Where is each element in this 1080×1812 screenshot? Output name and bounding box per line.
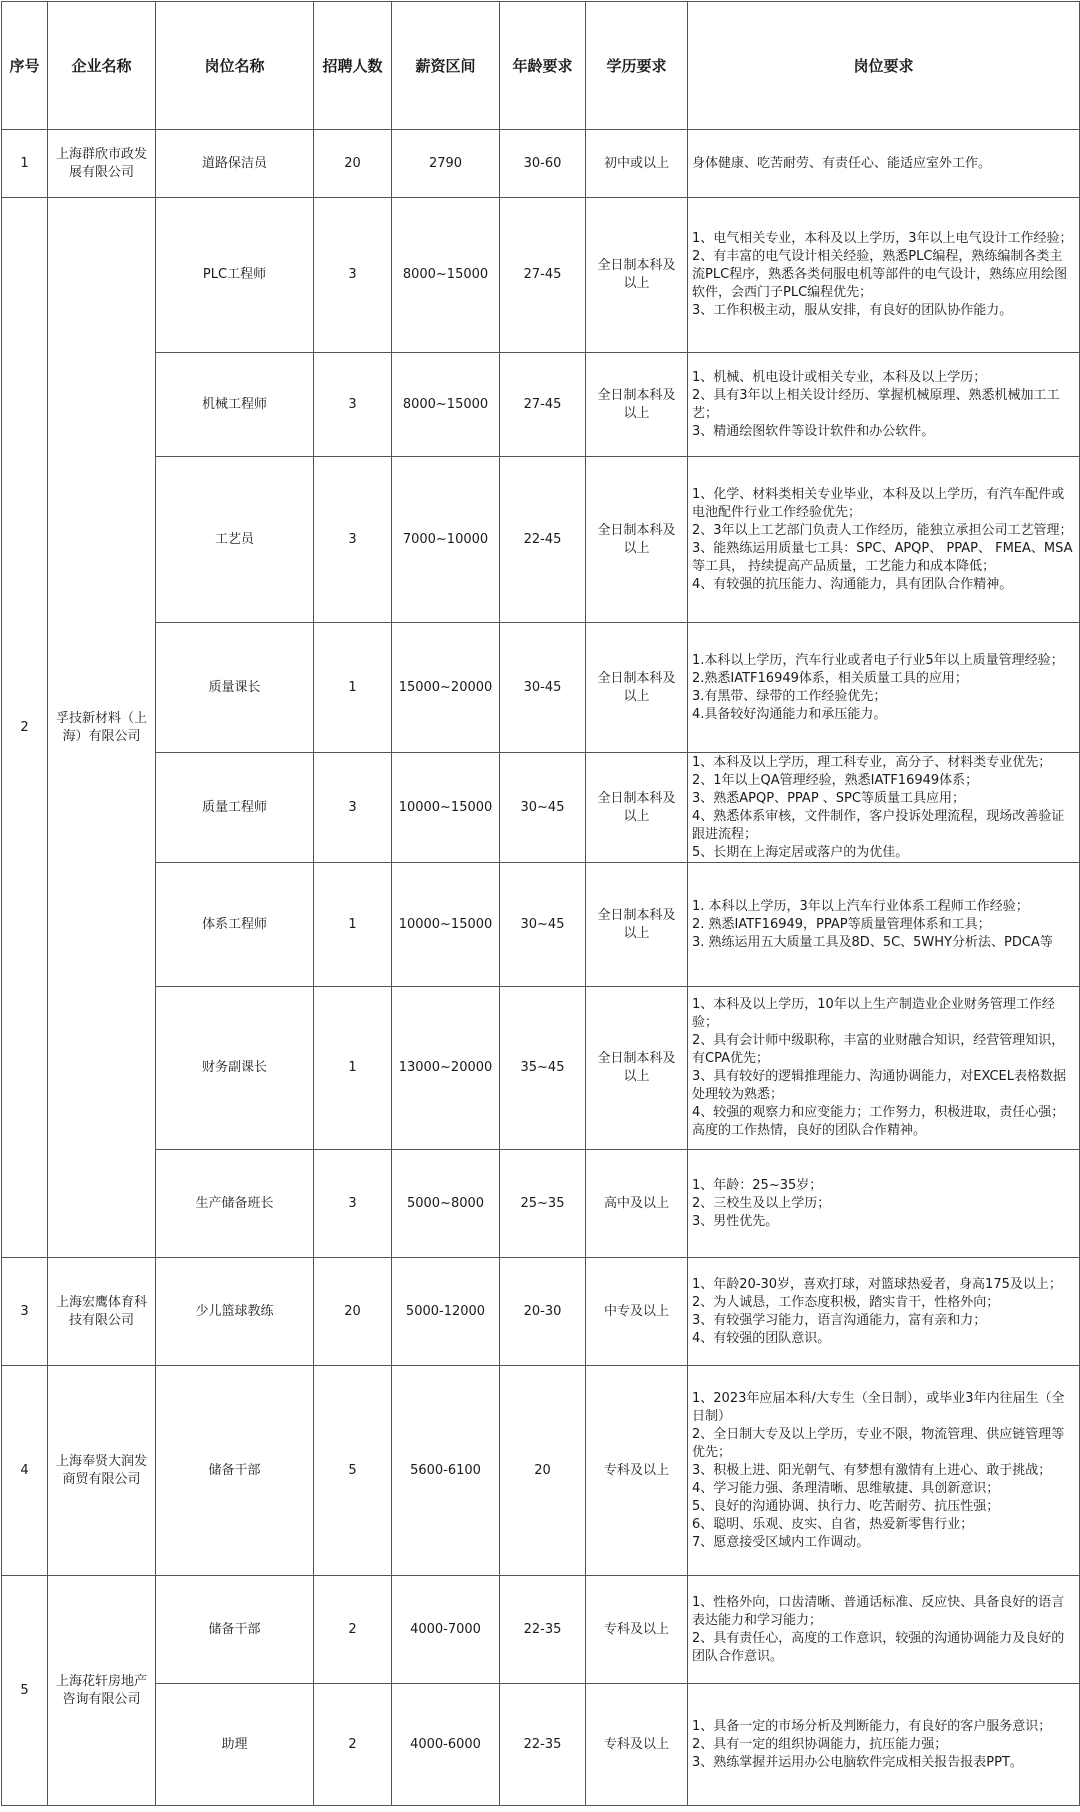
requirement-line: 身体健康、吃苦耐劳、有责任心、能适应室外工作。 xyxy=(692,155,992,171)
position-title: 少儿篮球教练 xyxy=(156,1258,314,1366)
age-requirement: 30~45 xyxy=(500,863,586,987)
salary-range: 5000~8000 xyxy=(392,1150,500,1258)
job-requirements xyxy=(688,198,1080,353)
header-company: 企业名称 xyxy=(48,2,156,130)
education-requirement: 高中及以上 xyxy=(586,1150,688,1258)
hire-count: 3 xyxy=(314,198,392,353)
requirement-line: 3、精通绘图软件等设计软件和办公软件。 xyxy=(692,423,935,439)
position-title: 质量工程师 xyxy=(156,753,314,863)
hire-count: 3 xyxy=(314,753,392,863)
requirement-line: 3.有黑带、绿带的工作经验优先； xyxy=(692,688,887,704)
header-no: 序号 xyxy=(2,2,48,130)
requirement-line: 1、年龄20-30岁，喜欢打球，对篮球热爱者，身高175及以上； xyxy=(692,1276,1062,1292)
job-requirements xyxy=(688,623,1080,753)
table-row xyxy=(2,863,1080,987)
requirement-line: 2、全日制大专及以上学历，专业不限，物流管理、供应链管理等优先； xyxy=(692,1426,1065,1460)
requirement-line: 1、本科及以上学历，10年以上生产制造业企业财务管理工作经验； xyxy=(692,997,1055,1030)
age-requirement: 25~35 xyxy=(500,1150,586,1258)
job-requirements xyxy=(688,353,1080,457)
position-title: 储备干部 xyxy=(156,1576,314,1684)
header-position: 岗位名称 xyxy=(156,2,314,130)
age-requirement: 27-45 xyxy=(500,353,586,457)
table-row xyxy=(2,753,1080,863)
table-row xyxy=(2,987,1080,1150)
hire-count: 3 xyxy=(314,457,392,623)
age-requirement: 22-45 xyxy=(500,457,586,623)
education-requirement: 专科及以上 xyxy=(586,1684,688,1806)
salary-range: 7000~10000 xyxy=(392,457,500,623)
header-salary: 薪资区间 xyxy=(392,2,500,130)
education-requirement: 初中或以上 xyxy=(586,130,688,198)
requirement-line: 1、机械、机电设计或相关专业，本科及以上学历； xyxy=(692,369,987,385)
position-title: 生产储备班长 xyxy=(156,1150,314,1258)
requirement-line: 2、1年以上QA管理经验，熟悉IATF16949体系； xyxy=(692,772,979,788)
requirement-line: 3、工作积极主动，服从安排，有良好的团队协作能力。 xyxy=(692,303,1013,318)
hire-count: 3 xyxy=(314,1150,392,1258)
position-title: 道路保洁员 xyxy=(156,130,314,198)
position-title: 体系工程师 xyxy=(156,863,314,987)
requirement-line: 2、具有3年以上相关设计经历、掌握机械原理、熟悉机械加工工艺； xyxy=(692,387,1060,421)
position-title: 机械工程师 xyxy=(156,353,314,457)
company-name: 上海花轩房地产咨询有限公司 xyxy=(48,1576,156,1806)
table-row xyxy=(2,353,1080,457)
table-row xyxy=(2,457,1080,623)
hire-count: 1 xyxy=(314,623,392,753)
education-requirement: 全日制本科及以上 xyxy=(586,987,688,1150)
age-requirement: 22-35 xyxy=(500,1684,586,1806)
header-education: 学历要求 xyxy=(586,2,688,130)
salary-range: 10000~15000 xyxy=(392,863,500,987)
requirement-line: 4、较强的观察力和应变能力；工作努力，积极进取，责任心强；高度的工作热情，良好的团队合作精神。 xyxy=(692,1105,1065,1138)
header-count: 招聘人数 xyxy=(314,2,392,130)
education-requirement: 全日制本科及以上 xyxy=(586,623,688,753)
hire-count: 2 xyxy=(314,1684,392,1806)
row-number: 1 xyxy=(2,130,48,198)
position-title: 助理 xyxy=(156,1684,314,1806)
header-requirements: 岗位要求 xyxy=(688,2,1080,130)
requirement-line: 3、熟悉APQP、PPAP 、SPC等质量工具应用； xyxy=(692,790,965,806)
company-name: 上海宏鹰体育科技有限公司 xyxy=(48,1258,156,1366)
requirement-line: 2、为人诚恳，工作态度积极，踏实肯干，性格外向； xyxy=(692,1294,1000,1310)
hire-count: 20 xyxy=(314,1258,392,1366)
salary-range: 5000-12000 xyxy=(392,1258,500,1366)
education-requirement: 全日制本科及以上 xyxy=(586,863,688,987)
hire-count: 3 xyxy=(314,353,392,457)
requirement-line: 3、熟练掌握并运用办公电脑软件完成相关报告报表PPT。 xyxy=(692,1754,1023,1770)
requirement-line: 4.具备较好沟通能力和承压能力。 xyxy=(692,706,887,722)
salary-range: 5600-6100 xyxy=(392,1366,500,1576)
requirement-line: 6、聪明、乐观、皮实、自省，热爱新零售行业； xyxy=(692,1516,974,1532)
education-requirement: 全日制本科及以上 xyxy=(586,753,688,863)
recruitment-table xyxy=(1,1,1080,1806)
header-age: 年龄要求 xyxy=(500,2,586,130)
requirement-line: 1、具备一定的市场分析及判断能力，有良好的客户服务意识； xyxy=(692,1718,1052,1734)
salary-range: 8000~15000 xyxy=(392,353,500,457)
requirement-line: 3、男性优先。 xyxy=(692,1213,779,1229)
position-title: 质量课长 xyxy=(156,623,314,753)
company-name: 孚技新材料（上海）有限公司 xyxy=(48,198,156,1258)
table-row xyxy=(2,1576,1080,1684)
age-requirement: 22-35 xyxy=(500,1576,586,1684)
requirement-line: 3、有较强学习能力，语言沟通能力，富有亲和力； xyxy=(692,1312,987,1328)
requirement-line: 4、熟悉体系审核，文件制作，客户投诉处理流程，现场改善验证跟进流程； xyxy=(692,808,1065,842)
salary-range: 15000~20000 xyxy=(392,623,500,753)
header-row xyxy=(2,2,1080,130)
row-number: 4 xyxy=(2,1366,48,1576)
position-title: 工艺员 xyxy=(156,457,314,623)
table-row xyxy=(2,1258,1080,1366)
age-requirement: 35~45 xyxy=(500,987,586,1150)
job-requirements xyxy=(688,987,1080,1150)
requirement-line: 3、积极上进、阳光朝气、有梦想有激情有上进心、敢于挑战； xyxy=(692,1462,1052,1478)
age-requirement: 30~45 xyxy=(500,753,586,863)
requirement-line: 1、2023年应届本科/大专生（全日制），或毕业3年内往届生（全日制） xyxy=(692,1390,1065,1424)
requirement-line: 1. 本科以上学历，3年以上汽车行业体系工程师工作经验； xyxy=(692,898,1029,914)
requirement-line: 3. 熟练运用五大质量工具及8D、5C、5WHY分析法、PDCA等 xyxy=(692,934,1053,950)
age-requirement: 20 xyxy=(500,1366,586,1576)
job-requirements xyxy=(688,753,1080,863)
table-row xyxy=(2,1366,1080,1576)
requirement-line: 5、良好的沟通协调、执行力、吃苦耐劳、抗压性强； xyxy=(692,1498,1000,1514)
requirement-line: 2、3年以上工艺部门负责人工作经历，能独立承担公司工艺管理； xyxy=(692,522,1073,538)
position-title: 储备干部 xyxy=(156,1366,314,1576)
age-requirement: 27-45 xyxy=(500,198,586,353)
hire-count: 2 xyxy=(314,1576,392,1684)
job-requirements xyxy=(688,1366,1080,1576)
requirement-line: 1、本科及以上学历，理工科专业，高分子、材料类专业优先； xyxy=(692,754,1052,770)
education-requirement: 专科及以上 xyxy=(586,1366,688,1576)
job-requirements xyxy=(688,1258,1080,1366)
table-row xyxy=(2,623,1080,753)
hire-count: 1 xyxy=(314,987,392,1150)
hire-count: 20 xyxy=(314,130,392,198)
requirement-line: 1.本科以上学历，汽车行业或者电子行业5年以上质量管理经验； xyxy=(692,652,1064,668)
table-row xyxy=(2,130,1080,198)
requirement-line: 2、具有责任心，高度的工作意识，较强的沟通协调能力及良好的团队合作意识。 xyxy=(692,1630,1065,1664)
requirement-line: 5、长期在上海定居或落户的为优佳。 xyxy=(692,844,909,860)
requirement-line: 1、性格外向，口齿清晰、普通话标准、反应快、具备良好的语言表达能力和学习能力； xyxy=(692,1594,1065,1628)
table-row xyxy=(2,1150,1080,1258)
education-requirement: 全日制本科及以上 xyxy=(586,198,688,353)
requirement-line: 2、具有一定的组织协调能力，抗压能力强； xyxy=(692,1736,948,1752)
requirement-line: 2、三校生及以上学历； xyxy=(692,1195,831,1211)
age-requirement: 30-60 xyxy=(500,130,586,198)
requirement-line: 4、学习能力强、条理清晰、思维敏捷、具创新意识； xyxy=(692,1480,1000,1496)
row-number: 2 xyxy=(2,198,48,1258)
job-requirements xyxy=(688,130,1080,198)
requirement-line: 4、有较强的抗压能力、沟通能力，具有团队合作精神。 xyxy=(692,576,1013,592)
company-name: 上海群欣市政发展有限公司 xyxy=(48,130,156,198)
education-requirement: 全日制本科及以上 xyxy=(586,353,688,457)
requirement-line: 2.熟悉IATF16949体系，相关质量工具的应用； xyxy=(692,670,968,686)
education-requirement: 中专及以上 xyxy=(586,1258,688,1366)
row-number: 3 xyxy=(2,1258,48,1366)
hire-count: 1 xyxy=(314,863,392,987)
table-body xyxy=(2,130,1080,1806)
salary-range: 13000~20000 xyxy=(392,987,500,1150)
job-requirements xyxy=(688,1684,1080,1806)
requirement-line: 3、具有较好的逻辑推理能力、沟通协调能力，对EXCEL表格数据处理较为熟悉； xyxy=(692,1069,1066,1102)
salary-range: 2790 xyxy=(392,130,500,198)
education-requirement: 专科及以上 xyxy=(586,1576,688,1684)
requirement-line: 3、能熟练运用质量七工具：SPC、APQP、 PPAP、 FMEA、MSA等工具， 持续提高产品质量，工艺能力和成本降低； xyxy=(692,540,1073,574)
requirement-line: 1、电气相关专业，本科及以上学历，3年以上电气设计工作经验； xyxy=(692,231,1073,246)
requirement-line: 2、具有会计师中级职称，丰富的业财融合知识，经营管理知识，有CPA优先； xyxy=(692,1033,1065,1066)
requirement-line: 7、愿意接受区域内工作调动。 xyxy=(692,1534,870,1550)
position-title: 财务副课长 xyxy=(156,987,314,1150)
education-requirement: 全日制本科及以上 xyxy=(586,457,688,623)
age-requirement: 30-45 xyxy=(500,623,586,753)
position-title: PLC工程师 xyxy=(156,198,314,353)
salary-range: 4000-6000 xyxy=(392,1684,500,1806)
job-requirements xyxy=(688,1150,1080,1258)
requirement-line: 2、有丰富的电气设计相关经验，熟悉PLC编程，熟练编制各类主流PLC程序，熟悉各类伺服电机等部件的电气设计，熟练应用绘图软件，会西门子PLC编程优先； xyxy=(692,249,1068,300)
table-row xyxy=(2,198,1080,353)
requirement-line: 1、化学、材料类相关专业毕业，本科及以上学历，有汽车配件或电池配件行业工作经验优先； xyxy=(692,486,1065,520)
job-requirements xyxy=(688,1576,1080,1684)
salary-range: 10000~15000 xyxy=(392,753,500,863)
requirement-line: 2. 熟悉IATF16949，PPAP等质量管理体系和工具； xyxy=(692,916,991,932)
requirement-line: 1、年龄：25~35岁； xyxy=(692,1177,823,1193)
row-number: 5 xyxy=(2,1576,48,1806)
job-requirements xyxy=(688,457,1080,623)
salary-range: 8000~15000 xyxy=(392,198,500,353)
requirement-line: 4、有较强的团队意识。 xyxy=(692,1330,831,1346)
job-requirements xyxy=(688,863,1080,987)
age-requirement: 20-30 xyxy=(500,1258,586,1366)
salary-range: 4000-7000 xyxy=(392,1576,500,1684)
company-name: 上海奉贤大润发商贸有限公司 xyxy=(48,1366,156,1576)
hire-count: 5 xyxy=(314,1366,392,1576)
table-row xyxy=(2,1684,1080,1806)
